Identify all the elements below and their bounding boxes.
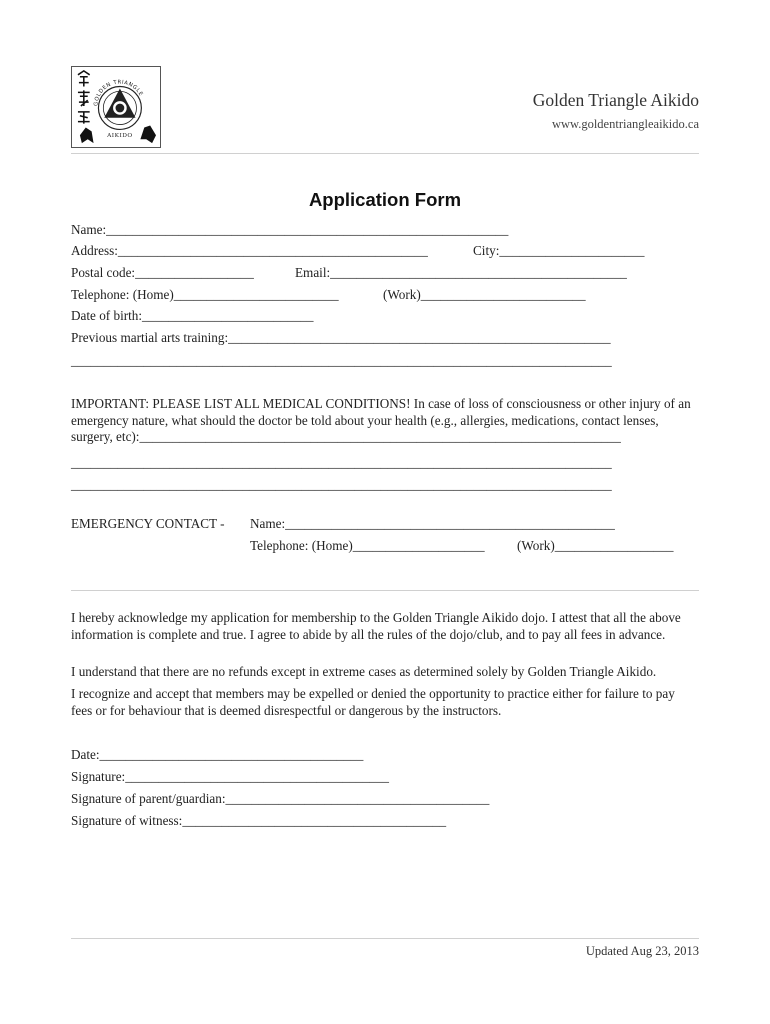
emergency-telephone-work-field[interactable]: (Work)__________________ — [517, 538, 674, 553]
medical-conditions-line-3[interactable]: __________________________________________________________________________________ — [71, 477, 612, 492]
signature-field[interactable]: Signature:________________________________________ — [71, 769, 389, 784]
medical-conditions-line-2[interactable]: __________________________________________________________________________________ — [71, 455, 612, 470]
telephone-home-field[interactable]: Telephone: (Home)_________________________ — [71, 287, 339, 302]
previous-training-continuation[interactable]: __________________________________________________________________________________ — [71, 353, 612, 368]
emergency-contact-label: EMERGENCY CONTACT - — [71, 516, 225, 531]
footer-divider — [71, 938, 699, 939]
header-divider — [71, 153, 699, 154]
section-divider — [71, 590, 699, 591]
declaration-paragraph-3: I recognize and accept that members may be expelled or denied the opportunity to practice either for failure to pay fees or for behaviour that is deemed disrespectful or dangerous by the instructors. — [71, 686, 675, 718]
declaration-paragraph-1: I hereby acknowledge my application for membership to the Golden Triangle Aikido dojo. I attest that all the above information is complete and true. I agree to abide by all the rules of the dojo/club, and to pay all fees in advance. — [71, 610, 681, 642]
email-field[interactable]: Email:_____________________________________________ — [295, 265, 627, 280]
parent-signature-field[interactable]: Signature of parent/guardian:________________________________________ — [71, 791, 490, 806]
form-title: Application Form — [308, 189, 462, 210]
name-field[interactable]: Name:_____________________________________________________________ — [71, 222, 509, 237]
aikido-emblem-icon — [72, 67, 160, 147]
kanji-icon — [78, 71, 90, 124]
witness-signature-field[interactable]: Signature of witness:________________________________________ — [71, 813, 447, 828]
figure-right-icon — [140, 126, 156, 144]
org-website: www.goldentriangleaikido.ca — [551, 117, 699, 131]
medical-conditions-field[interactable]: IMPORTANT: PLEASE LIST ALL MEDICAL CONDITIONS! In case of loss of consciousness or other injury of an emergency nature, what should the doctor be told about your health (e.g., allergies, medications, contact lenses, surgery, etc):_________________________________________________________________________ — [71, 396, 691, 444]
org-name: Golden Triangle Aikido — [532, 90, 699, 110]
figure-left-icon — [80, 127, 94, 143]
telephone-work-field[interactable]: (Work)_________________________ — [383, 287, 586, 302]
emergency-telephone-home-field[interactable]: Telephone: (Home)____________________ — [250, 538, 485, 553]
declaration-paragraph-2: I understand that there are no refunds except in extreme cases as determined solely by Golden Triangle Aikido. — [71, 664, 657, 679]
postal-code-field[interactable]: Postal code:__________________ — [71, 265, 254, 280]
updated-date: Updated Aug 23, 2013 — [585, 944, 699, 958]
club-logo — [71, 66, 161, 148]
address-field[interactable]: Address:_______________________________________________ — [71, 243, 428, 258]
emergency-name-field[interactable]: Name:__________________________________________________ — [250, 516, 615, 531]
date-of-birth-field[interactable]: Date of birth:__________________________ — [71, 308, 314, 323]
previous-training-field[interactable]: Previous martial arts training:__________________________________________________________ — [71, 330, 611, 345]
date-field[interactable]: Date:________________________________________ — [71, 747, 364, 762]
svg-text:GOLDEN TRIANGLE: GOLDEN TRIANGLE — [93, 79, 144, 107]
city-field[interactable]: City:______________________ — [473, 243, 645, 258]
svg-text:AIKIDO: AIKIDO — [107, 133, 133, 140]
